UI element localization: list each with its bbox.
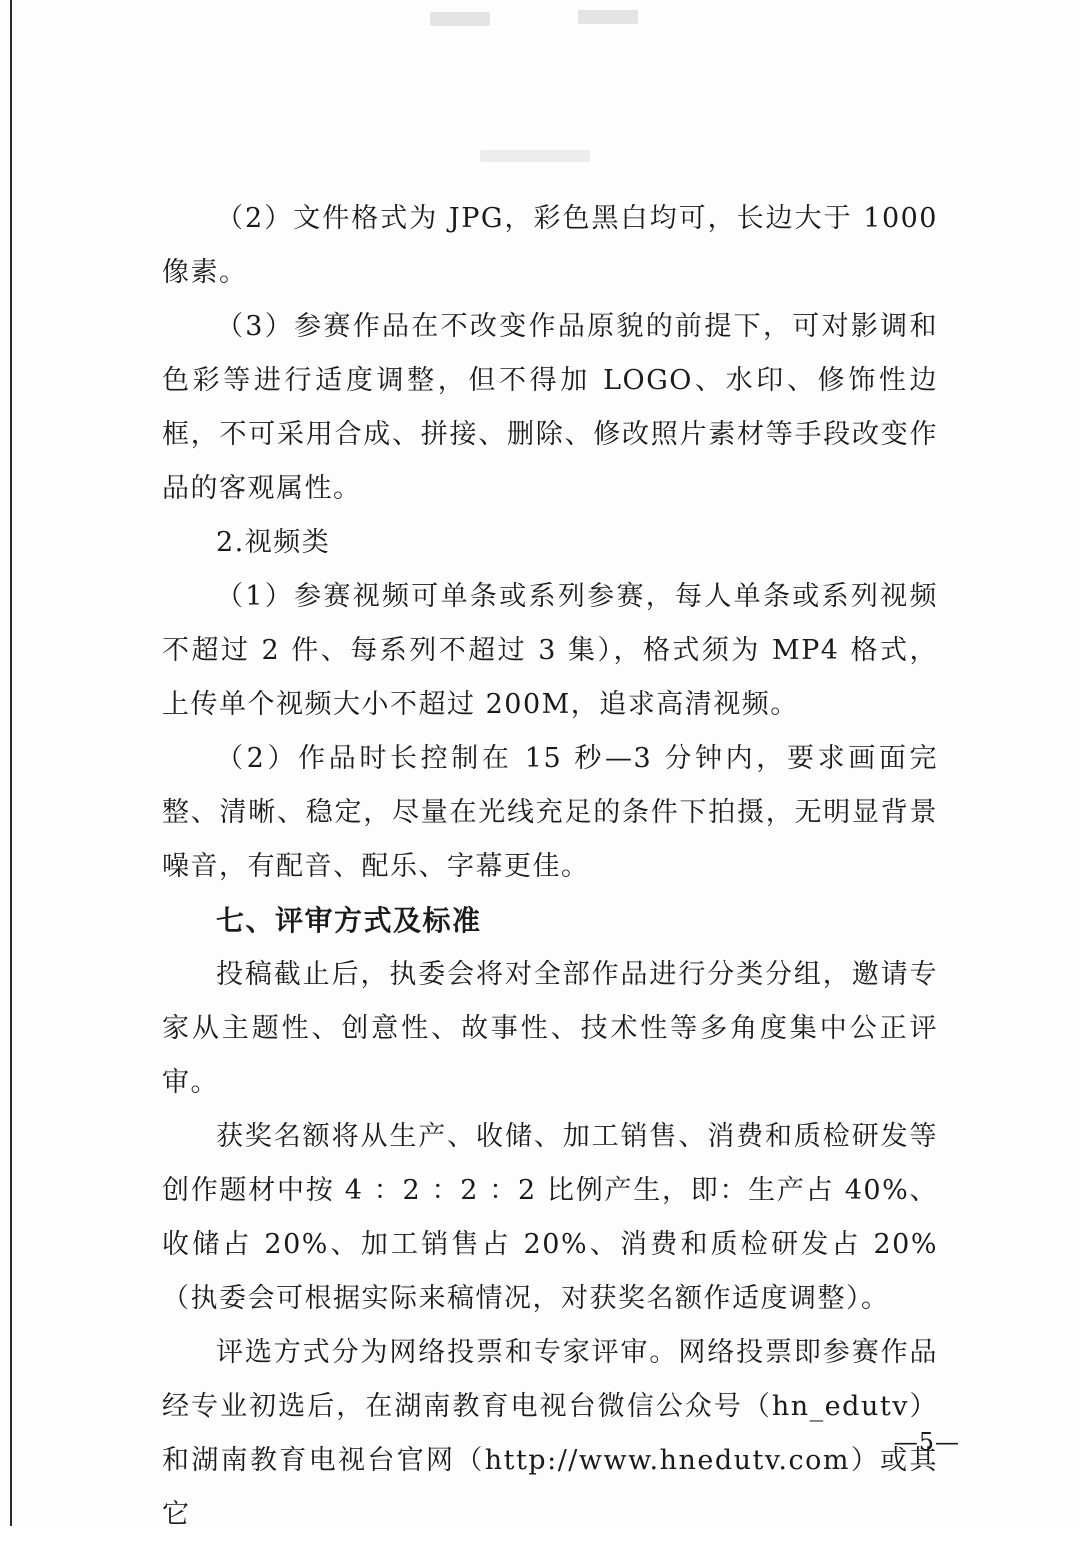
scan-artifact xyxy=(578,10,638,24)
scan-artifact xyxy=(480,150,590,162)
paragraph-video-duration: （2）作品时长控制在 15 秒—3 分钟内，要求画面完整、清晰、稳定，尽量在光线充足的条件下拍摄，无明显背景噪音，有配音、配乐、字幕更佳。 xyxy=(162,743,938,882)
section-heading-review: 七、评审方式及标准 xyxy=(216,904,482,937)
paragraph-award-ratio: 获奖名额将从生产、收储、加工销售、消费和质检研发等创作题材中按 4 ：2 ：2 ：2 比例产生，即：生产占 40%、收储占 20%、加工销售占 20%、消费和质检研发占 20%（执委会可根据实际来稿情况，对获奖名额作适度调整）。 xyxy=(162,1121,938,1314)
paragraph-editing-rules: （3）参赛作品在不改变作品原貌的前提下，可对影调和色彩等进行适度调整，但不得加 LOGO、水印、修饰性边框，不可采用合成、拼接、删除、修改照片素材等手段改变作品的客观属性。 xyxy=(162,311,938,504)
scan-edge-line xyxy=(10,0,12,1526)
paragraph-voting-method: 评选方式分为网络投票和专家评审。网络投票即参赛作品经专业初选后，在湖南教育电视台微信公众号（hn_edutv）和湖南教育电视台官网（http://www.hnedutv.com）或其它 xyxy=(162,1337,938,1530)
scan-artifact xyxy=(430,12,490,26)
paragraph-video-submission: （1）参赛视频可单条或系列参赛，每人单条或系列视频不超过 2 件、每系列不超过 3 集），格式须为 MP4 格式，上传单个视频大小不超过 200M，追求高清视频。 xyxy=(162,581,938,720)
subheading-video-category: 2.视频类 xyxy=(216,527,331,558)
paragraph-review-process: 投稿截止后，执委会将对全部作品进行分类分组，邀请专家从主题性、创意性、故事性、技术性等多角度集中公正评审。 xyxy=(162,959,938,1098)
page-number: —5— xyxy=(893,1428,960,1456)
document-body xyxy=(162,192,938,1542)
paragraph-file-format: （2）文件格式为 JPG，彩色黑白均可，长边大于 1000 像素。 xyxy=(162,203,938,288)
